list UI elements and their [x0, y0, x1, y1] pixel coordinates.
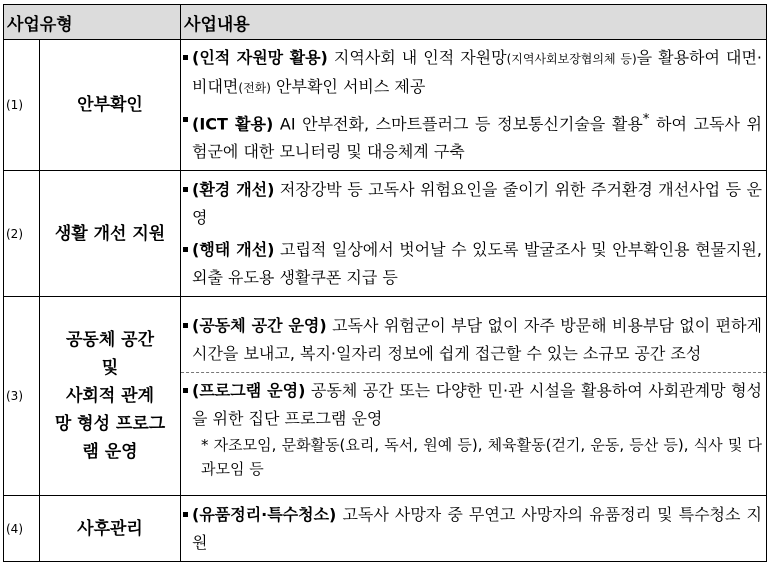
bullet-icon	[183, 512, 188, 517]
row-number: (3)	[4, 297, 40, 496]
item-keyword: (환경 개선)	[192, 179, 275, 199]
content-item	[183, 236, 762, 292]
item-text: 고독사 사망자 중 무연고 사망자의 유품정리 및 특수청소 지원	[192, 504, 762, 552]
item-text: 을 활용하여 대면·비대면	[192, 47, 762, 96]
bullet-icon	[183, 117, 188, 122]
business-type-label: 및	[101, 358, 119, 378]
content-item	[183, 377, 762, 433]
item-keyword: (행태 개선)	[192, 239, 275, 259]
business-type	[40, 171, 181, 297]
bullet-icon	[183, 55, 188, 60]
table-row	[4, 40, 767, 171]
business-type-label: 생활 개선 지원	[54, 223, 166, 244]
business-content	[181, 496, 767, 562]
business-table	[3, 4, 767, 562]
bullet-icon	[183, 187, 188, 192]
row-number: (2)	[4, 171, 40, 297]
item-small-text: (지역사회보장협의체 등)	[506, 51, 637, 66]
business-type-label: 램 운영	[82, 442, 138, 462]
footnote: * 자조모임, 문화활동(요리, 독서, 원예 등), 체육활동(걷기, 운동, 등산 등), 식사 및 다과모임 등	[201, 435, 762, 478]
bullet-icon	[183, 323, 188, 328]
table-row	[4, 496, 767, 562]
item-text: AI 안부전화, 스마트플러그 등 정보통신기술을 활용	[273, 114, 643, 134]
business-type	[40, 496, 181, 562]
content-item	[183, 176, 762, 232]
content-item	[183, 44, 762, 102]
item-keyword: (프로그램 운영)	[192, 380, 306, 400]
item-keyword: (ICT 활용)	[192, 114, 274, 134]
business-content	[181, 40, 767, 171]
table-header-row	[4, 5, 767, 40]
item-small-text: (전화)	[238, 80, 271, 95]
business-type	[40, 40, 181, 171]
row-number: (4)	[4, 496, 40, 562]
item-text: 저장강박 등 고독사 위험요인을 줄이기 위한 주거환경 개선사업 등 운영	[192, 179, 762, 227]
business-content	[181, 297, 767, 496]
bullet-icon	[183, 388, 188, 393]
item-text: 하여 고독사 위험군에 대한 모니터링 및 대응체계 구축	[192, 114, 763, 162]
item-keyword: (인적 자원망 활용)	[192, 47, 328, 67]
content-item	[183, 106, 762, 166]
item-text: 공동체 공간 또는 다양한 민·관 시설을 활용하여 사회관계망 형성을 위한 집단 프로그램 운영	[192, 380, 763, 428]
business-content	[181, 171, 767, 297]
header-business-content: 사업내용	[181, 5, 767, 40]
business-type-label: 사후관리	[77, 518, 143, 539]
item-keyword: (유품정리·특수청소)	[192, 504, 337, 524]
content-item	[183, 312, 762, 368]
row-number: (1)	[4, 40, 40, 171]
item-keyword: (공동체 공간 운영)	[192, 315, 327, 335]
dashed-divider	[181, 372, 766, 373]
business-type-label: 안부확인	[77, 95, 143, 115]
item-text: 지역사회 내 인적 자원망	[327, 47, 507, 67]
business-type-label: 사회적 관계	[65, 386, 155, 406]
business-type-label: 망 형성 프로그	[54, 414, 166, 434]
table-row	[4, 171, 767, 297]
bullet-icon	[183, 247, 188, 252]
table-row	[4, 297, 767, 496]
header-business-type: 사업유형	[4, 5, 181, 40]
footnote-marker: *	[642, 111, 650, 127]
item-text: 고독사 위험군이 부담 없이 자주 방문해 비용부담 없이 편하게 시간을 보내고, 복지·일자리 정보에 쉽게 접근할 수 있는 소규모 공간 조성	[192, 315, 762, 363]
business-type	[40, 297, 181, 496]
item-text: 고립적 일상에서 벗어날 수 있도록 발굴조사 및 안부확인용 현물지원, 외출 유도용 생활쿠폰 지급 등	[192, 239, 762, 287]
item-text: 안부확인 서비스 제공	[270, 76, 426, 96]
business-type-label: 공동체 공간	[65, 330, 155, 350]
content-item	[183, 501, 762, 557]
